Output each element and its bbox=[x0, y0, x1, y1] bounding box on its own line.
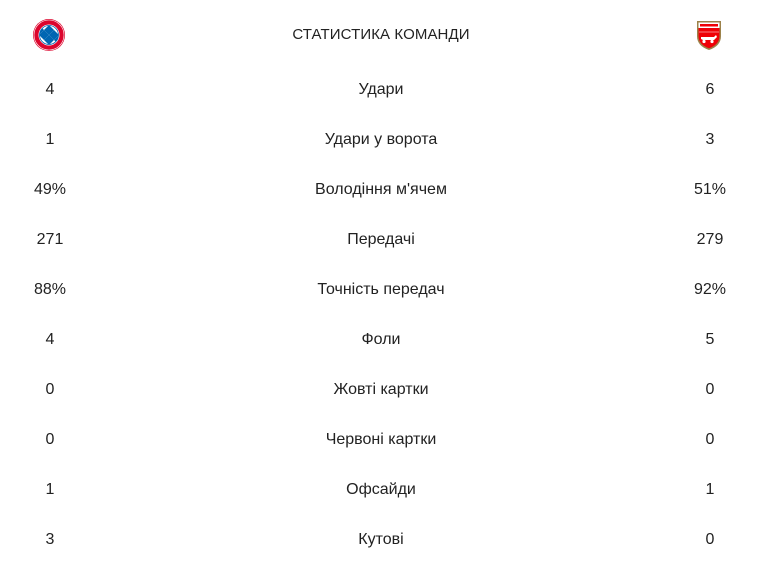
stat-away-value: 51% bbox=[693, 181, 727, 198]
stat-label: Фоли bbox=[361, 331, 401, 348]
stat-label: Кутові bbox=[358, 531, 404, 548]
stat-home-value: 1 bbox=[45, 131, 55, 148]
stat-row-corners bbox=[0, 515, 762, 565]
stat-home-value: 4 bbox=[45, 331, 55, 348]
stat-label: Удари у ворота bbox=[324, 131, 438, 148]
stat-home-value: 0 bbox=[45, 381, 55, 398]
stat-label: Офсайди bbox=[346, 481, 416, 498]
stat-home-value: 0 bbox=[45, 431, 55, 448]
stats-header bbox=[0, 10, 762, 60]
stat-home-value: 3 bbox=[45, 531, 55, 548]
stat-label: Удари bbox=[358, 81, 404, 98]
stat-home-value: 1 bbox=[45, 481, 55, 498]
stat-home-value: 4 bbox=[45, 81, 55, 98]
stat-away-value: 1 bbox=[705, 481, 715, 498]
stat-row-red-cards bbox=[0, 415, 762, 465]
stat-home-value: 49% bbox=[33, 181, 67, 198]
stat-away-value: 0 bbox=[705, 531, 715, 548]
stat-row-fouls bbox=[0, 315, 762, 365]
stat-home-value: 88% bbox=[33, 281, 67, 298]
stat-away-value: 0 bbox=[705, 431, 715, 448]
stat-away-value: 92% bbox=[693, 281, 727, 298]
stat-label: Володіння м'ячем bbox=[315, 181, 447, 198]
stat-row-possession bbox=[0, 165, 762, 215]
stat-label: Передачі bbox=[347, 231, 415, 248]
stat-away-value: 6 bbox=[705, 81, 715, 98]
stat-away-value: 0 bbox=[705, 381, 715, 398]
stat-label: Червоні картки bbox=[325, 431, 437, 448]
stat-row-passes bbox=[0, 215, 762, 265]
stat-away-value: 279 bbox=[696, 231, 724, 248]
stat-away-value: 3 bbox=[705, 131, 715, 148]
stats-title: СТАТИСТИКА КОМАНДИ bbox=[292, 26, 470, 43]
stat-row-offsides bbox=[0, 465, 762, 515]
stat-row-yellow-cards bbox=[0, 365, 762, 415]
stat-row-shots-on-target bbox=[0, 115, 762, 165]
bayern-munich-crest-icon bbox=[32, 18, 66, 52]
stat-away-value: 5 bbox=[705, 331, 715, 348]
stat-row-shots bbox=[0, 65, 762, 115]
stat-home-value: 271 bbox=[36, 231, 64, 248]
stat-row-pass-accuracy bbox=[0, 265, 762, 315]
stat-label: Жовті картки bbox=[333, 381, 429, 398]
stat-label: Точність передач bbox=[317, 281, 445, 298]
arsenal-crest-icon bbox=[692, 18, 726, 52]
stats-rows bbox=[0, 65, 762, 565]
